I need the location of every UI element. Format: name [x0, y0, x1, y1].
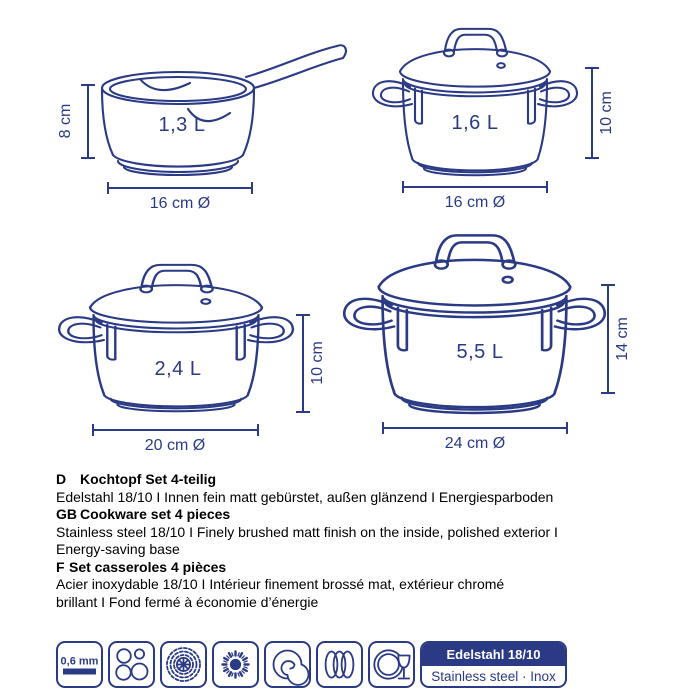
language-code: GB — [56, 506, 77, 522]
material-badge — [420, 641, 567, 688]
description-heading-gb — [56, 506, 686, 524]
description-title: Set casseroles 4 pièces — [69, 558, 227, 575]
diameter-dimension — [383, 422, 567, 434]
gas-hob-icon — [212, 641, 259, 688]
figure-saucepan-16cm — [40, 25, 370, 220]
description-line: brillant I Fond fermé à économie d’énergie — [56, 593, 319, 610]
diameter-dimension — [93, 424, 258, 436]
height-label: 10 cm — [598, 91, 615, 135]
diameter-label: 16 cm Ø — [444, 194, 506, 211]
dishwasher-safe-icon — [368, 641, 415, 688]
base-thickness-icon — [56, 641, 103, 688]
language-code: F — [56, 558, 65, 575]
description-line: Stainless steel 18/10 I Finely brushed matt finish on the inside, polished exterior I — [56, 523, 558, 540]
height-dimension — [296, 315, 310, 412]
diameter-label: 16 cm Ø — [149, 195, 211, 212]
height-dimension — [601, 285, 615, 393]
height-label: 8 cm — [57, 103, 74, 139]
diameter-dimension — [403, 181, 547, 193]
feature-icon-row — [56, 641, 567, 688]
height-dimension — [585, 68, 599, 158]
description-heading-de — [56, 471, 686, 489]
figure-pot-16cm — [355, 18, 625, 215]
saucepan-line-art — [102, 45, 346, 175]
base-thickness-label: 0,6 mm — [60, 655, 99, 668]
figure-pot-24cm — [340, 228, 660, 455]
description-title: Kochtopf Set 4-teilig — [80, 471, 217, 487]
description-line: Energy-saving base — [56, 541, 180, 557]
description-block — [56, 471, 686, 611]
height-label: 14 cm — [614, 317, 631, 361]
description-heading-fr — [56, 559, 686, 577]
electric-hob-icon — [108, 641, 155, 688]
capacity-label: 2,4 L — [154, 358, 202, 380]
description-title: Cookware set 4 pieces — [80, 506, 231, 522]
capacity-label: 1,6 L — [451, 112, 499, 134]
height-label: 10 cm — [309, 341, 326, 385]
description-line: Edelstahl 18/10 I Innen fein matt gebürstet, außen glänzend I Energiesparboden — [56, 488, 554, 505]
figure-pot-20cm — [30, 255, 360, 460]
diameter-label: 20 cm Ø — [144, 437, 206, 454]
material-badge-bottom: Stainless steel · Inox — [431, 668, 556, 684]
capacity-label: 5,5 L — [456, 341, 504, 363]
diameter-dimension — [108, 182, 252, 194]
material-badge-top: Edelstahl 18/10 — [422, 643, 565, 666]
description-line: Acier inoxydable 18/10 I Intérieur finement brossé mat, extérieur chromé — [56, 576, 505, 592]
diameter-label: 24 cm Ø — [444, 435, 506, 452]
induction-icon — [316, 641, 363, 688]
radiant-spiral-icon — [264, 641, 311, 688]
sealed-plate-icon — [160, 641, 207, 688]
height-dimension — [81, 85, 95, 158]
language-code: D — [56, 471, 67, 487]
capacity-label: 1,3 L — [158, 114, 206, 136]
